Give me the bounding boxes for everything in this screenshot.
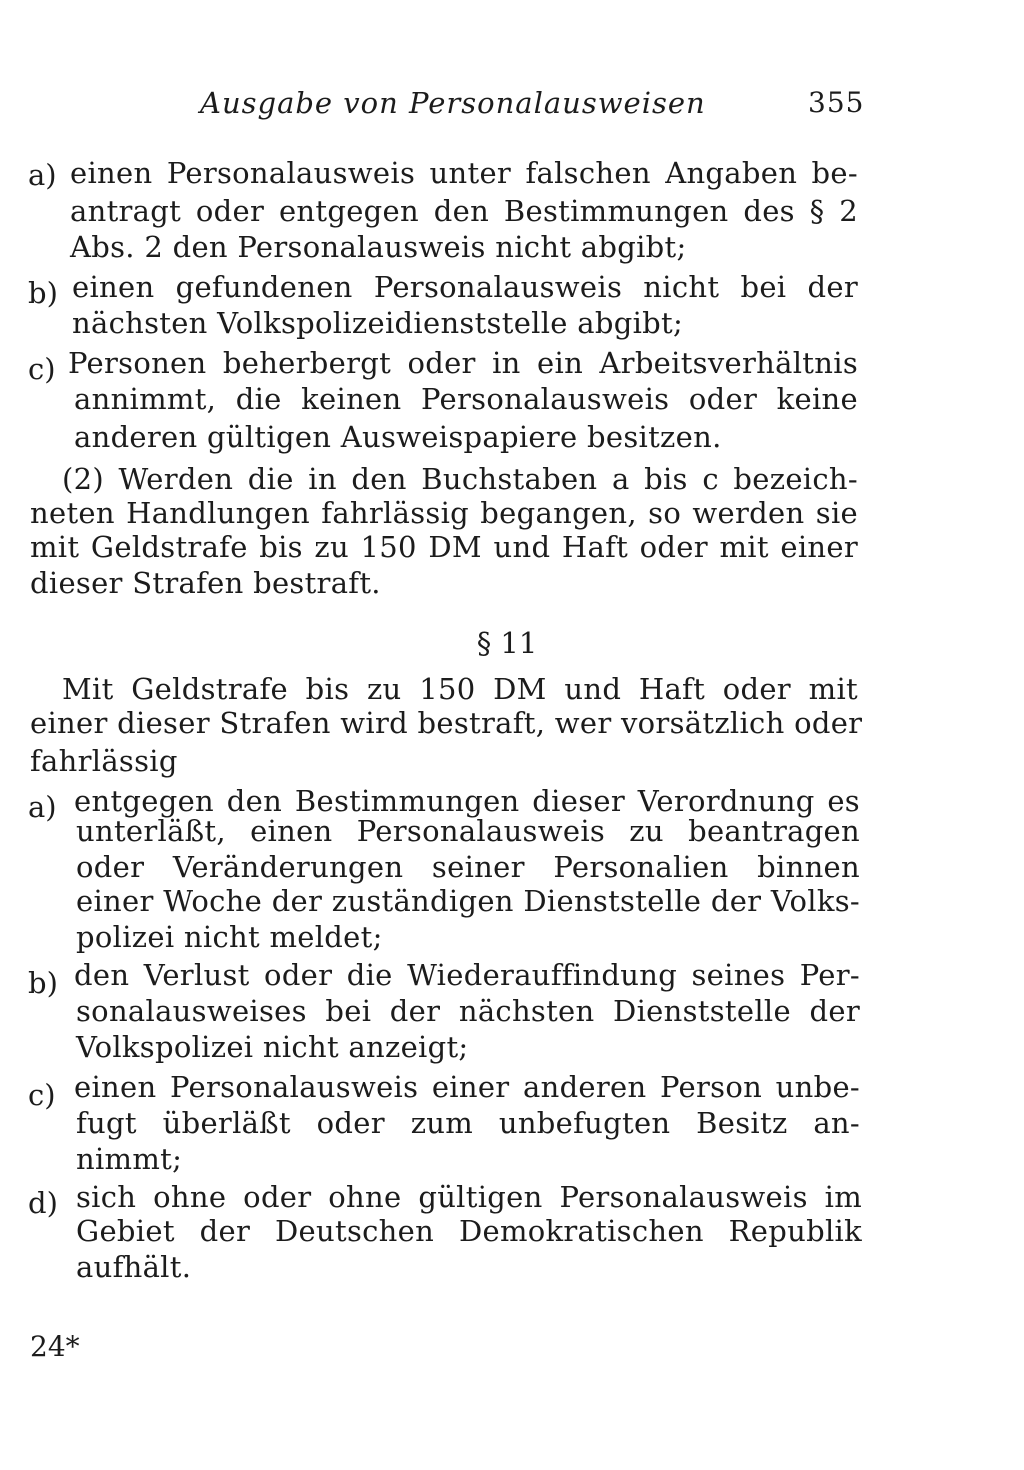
item-line: antragt oder entgegen den Bestimmungen des § 2 [70, 194, 858, 228]
section-number: § 11 [476, 626, 538, 660]
header-title: Ausgabe von Personalausweisen [200, 86, 706, 120]
item-line: Volkspolizei nicht anzeigt; [76, 1030, 469, 1064]
item-label: c) [28, 352, 56, 386]
intro-line: fahrlässig [30, 744, 178, 778]
item-line: sich ohne oder ohne gültigen Personalausweis im [76, 1180, 862, 1214]
running-header [0, 86, 1024, 130]
item-line: annimmt, die keinen Personalausweis oder keine [74, 382, 858, 416]
item-line: nächsten Volkspolizeidienststelle abgibt; [72, 306, 684, 340]
item-line: entgegen den Bestimmungen dieser Verordnung es [74, 784, 860, 818]
item-line: Personen beherbergt oder in ein Arbeitsverhältnis [68, 346, 858, 380]
section-heading [0, 626, 1024, 660]
intro-line: einer dieser Strafen wird bestraft, wer vorsätzlich oder [30, 706, 863, 740]
item-line: einer Woche der zuständigen Dienststelle der Volks- [76, 884, 860, 918]
item-line: einen Personalausweis unter falschen Angaben be- [70, 156, 858, 190]
item-line: sonalausweises bei der nächsten Dienststelle der [76, 994, 860, 1028]
item-line: unterläßt, einen Personalausweis zu beantragen [76, 814, 860, 848]
intro-line: Mit Geldstrafe bis zu 150 DM und Haft oder mit [62, 672, 858, 706]
item-line: oder Veränderungen seiner Personalien binnen [76, 850, 860, 884]
page-number: 355 [808, 86, 865, 119]
paragraph-line: (2) Werden die in den Buchstaben a bis c bezeich- [62, 462, 858, 496]
item-line: einen Personalausweis einer anderen Person unbe- [74, 1070, 860, 1104]
item-line: Abs. 2 den Personalausweis nicht abgibt; [70, 230, 687, 264]
item-label: a) [28, 158, 57, 192]
item-line: aufhält. [76, 1250, 192, 1284]
item-line: einen gefundenen Personalausweis nicht bei der [72, 270, 858, 304]
paragraph-line: neten Handlungen fahrlässig begangen, so werden sie [30, 496, 858, 530]
paragraph-line: dieser Strafen bestraft. [30, 566, 381, 600]
paragraph-line: mit Geldstrafe bis zu 150 DM und Haft oder mit einer [30, 530, 858, 564]
item-label: c) [28, 1078, 56, 1112]
item-line: nimmt; [76, 1142, 183, 1176]
item-label: b) [28, 966, 58, 1000]
item-line: den Verlust oder die Wiederauffindung seines Per- [74, 958, 860, 992]
item-label: b) [28, 276, 58, 310]
signature-mark: 24* [30, 1330, 80, 1363]
item-label: d) [28, 1186, 58, 1220]
item-line: Gebiet der Deutschen Demokratischen Republik [76, 1214, 862, 1248]
item-line: fugt überläßt oder zum unbefugten Besitz an- [76, 1106, 860, 1140]
item-line: polizei nicht meldet; [76, 920, 383, 954]
item-line: anderen gültigen Ausweispapiere besitzen. [74, 420, 722, 454]
item-label: a) [28, 790, 57, 824]
